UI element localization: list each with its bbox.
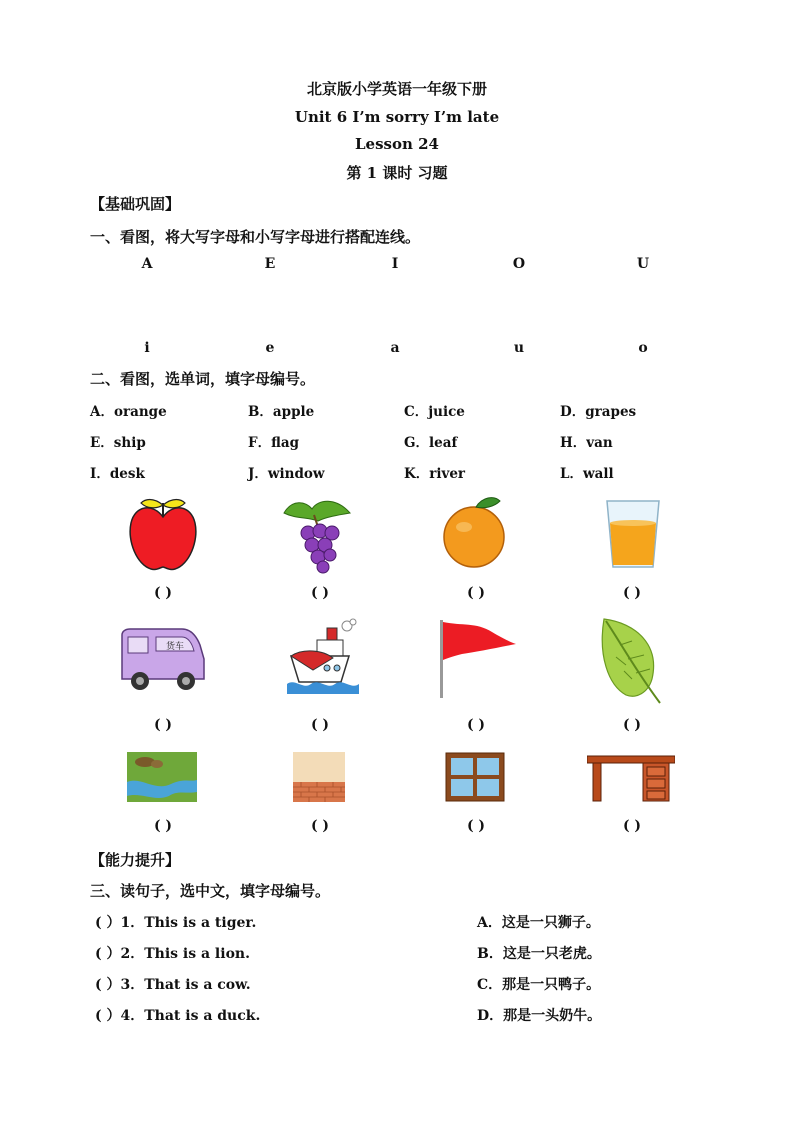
word-option: H．van: [560, 435, 613, 451]
lesson-title: Lesson 24: [355, 135, 439, 153]
period-title: 第 1 课时 习题: [346, 164, 448, 182]
answer-blank[interactable]: ( ): [466, 818, 486, 834]
van-sign-text: 货车: [166, 642, 185, 652]
answer-blank[interactable]: ( ): [466, 585, 486, 601]
answer-blank[interactable]: ( ): [153, 717, 173, 733]
chinese-choice: C．那是一只鸭子。: [477, 977, 601, 993]
lower-letter: i: [144, 340, 150, 356]
section-improve-heading: 【能力提升】: [90, 851, 181, 869]
orange-image: [436, 495, 516, 575]
answer-blank[interactable]: ( ): [310, 717, 330, 733]
worksheet-title: 北京版小学英语一年级下册: [306, 80, 487, 98]
river-image: [127, 752, 197, 802]
word-option: D．grapes: [560, 404, 637, 420]
sentence-item: ( ）3．That is a cow.: [95, 977, 251, 993]
chinese-choice: A．这是一只狮子。: [477, 915, 600, 931]
section-basic-heading: 【基础巩固】: [90, 195, 181, 213]
lower-letter: e: [265, 340, 275, 356]
upper-letter: A: [141, 256, 153, 272]
apple-image: [123, 495, 203, 575]
ship-image: [283, 618, 363, 698]
word-option: G．leaf: [404, 435, 458, 451]
word-option: L．wall: [560, 466, 614, 482]
lower-letter: o: [638, 340, 648, 356]
answer-blank[interactable]: ( ): [153, 585, 173, 601]
question-1-prompt: 一、看图，将大写字母和小写字母进行搭配连线。: [90, 228, 421, 246]
wall-image: [293, 752, 345, 802]
upper-letter: O: [512, 256, 526, 272]
word-option: A．orange: [90, 404, 167, 420]
word-option: K．river: [404, 466, 466, 482]
unit-title: Unit 6 I’m sorry I’m late: [294, 108, 500, 126]
answer-blank[interactable]: ( ): [310, 585, 330, 601]
van-image: [116, 625, 208, 693]
word-option: E．ship: [90, 435, 146, 451]
answer-blank[interactable]: ( ): [622, 717, 642, 733]
window-image: [445, 752, 505, 802]
chinese-choice: B．这是一只老虎。: [477, 946, 601, 962]
question-3-prompt: 三、读句子，选中文，填字母编号。: [90, 882, 331, 900]
word-option: J．window: [248, 466, 325, 482]
flag-image: [436, 618, 516, 698]
lower-letter: u: [513, 340, 525, 356]
leaf-image: [596, 615, 664, 707]
grapes-image: [278, 495, 358, 575]
answer-blank[interactable]: ( ): [153, 818, 173, 834]
lower-letter: a: [390, 340, 400, 356]
answer-blank[interactable]: ( ): [466, 717, 486, 733]
sentence-item: ( ）2．This is a lion.: [95, 946, 250, 962]
upper-letter: I: [391, 256, 399, 272]
answer-blank[interactable]: ( ): [622, 818, 642, 834]
answer-blank[interactable]: ( ): [622, 585, 642, 601]
sentence-item: ( ）4．That is a duck.: [95, 1008, 261, 1024]
answer-blank[interactable]: ( ): [310, 818, 330, 834]
juice-image: [593, 495, 673, 575]
sentence-item: ( ）1．This is a tiger.: [95, 915, 257, 931]
question-2-prompt: 二、看图，选单词，填字母编号。: [90, 370, 316, 388]
word-option: B．apple: [248, 404, 315, 420]
chinese-choice: D．那是一头奶牛。: [477, 1008, 602, 1024]
word-option: F．flag: [248, 435, 300, 451]
word-option: I．desk: [90, 466, 145, 482]
desk-image: [587, 752, 675, 802]
upper-letter: E: [264, 256, 276, 272]
upper-letter: U: [636, 256, 650, 272]
word-option: C．juice: [404, 404, 465, 420]
